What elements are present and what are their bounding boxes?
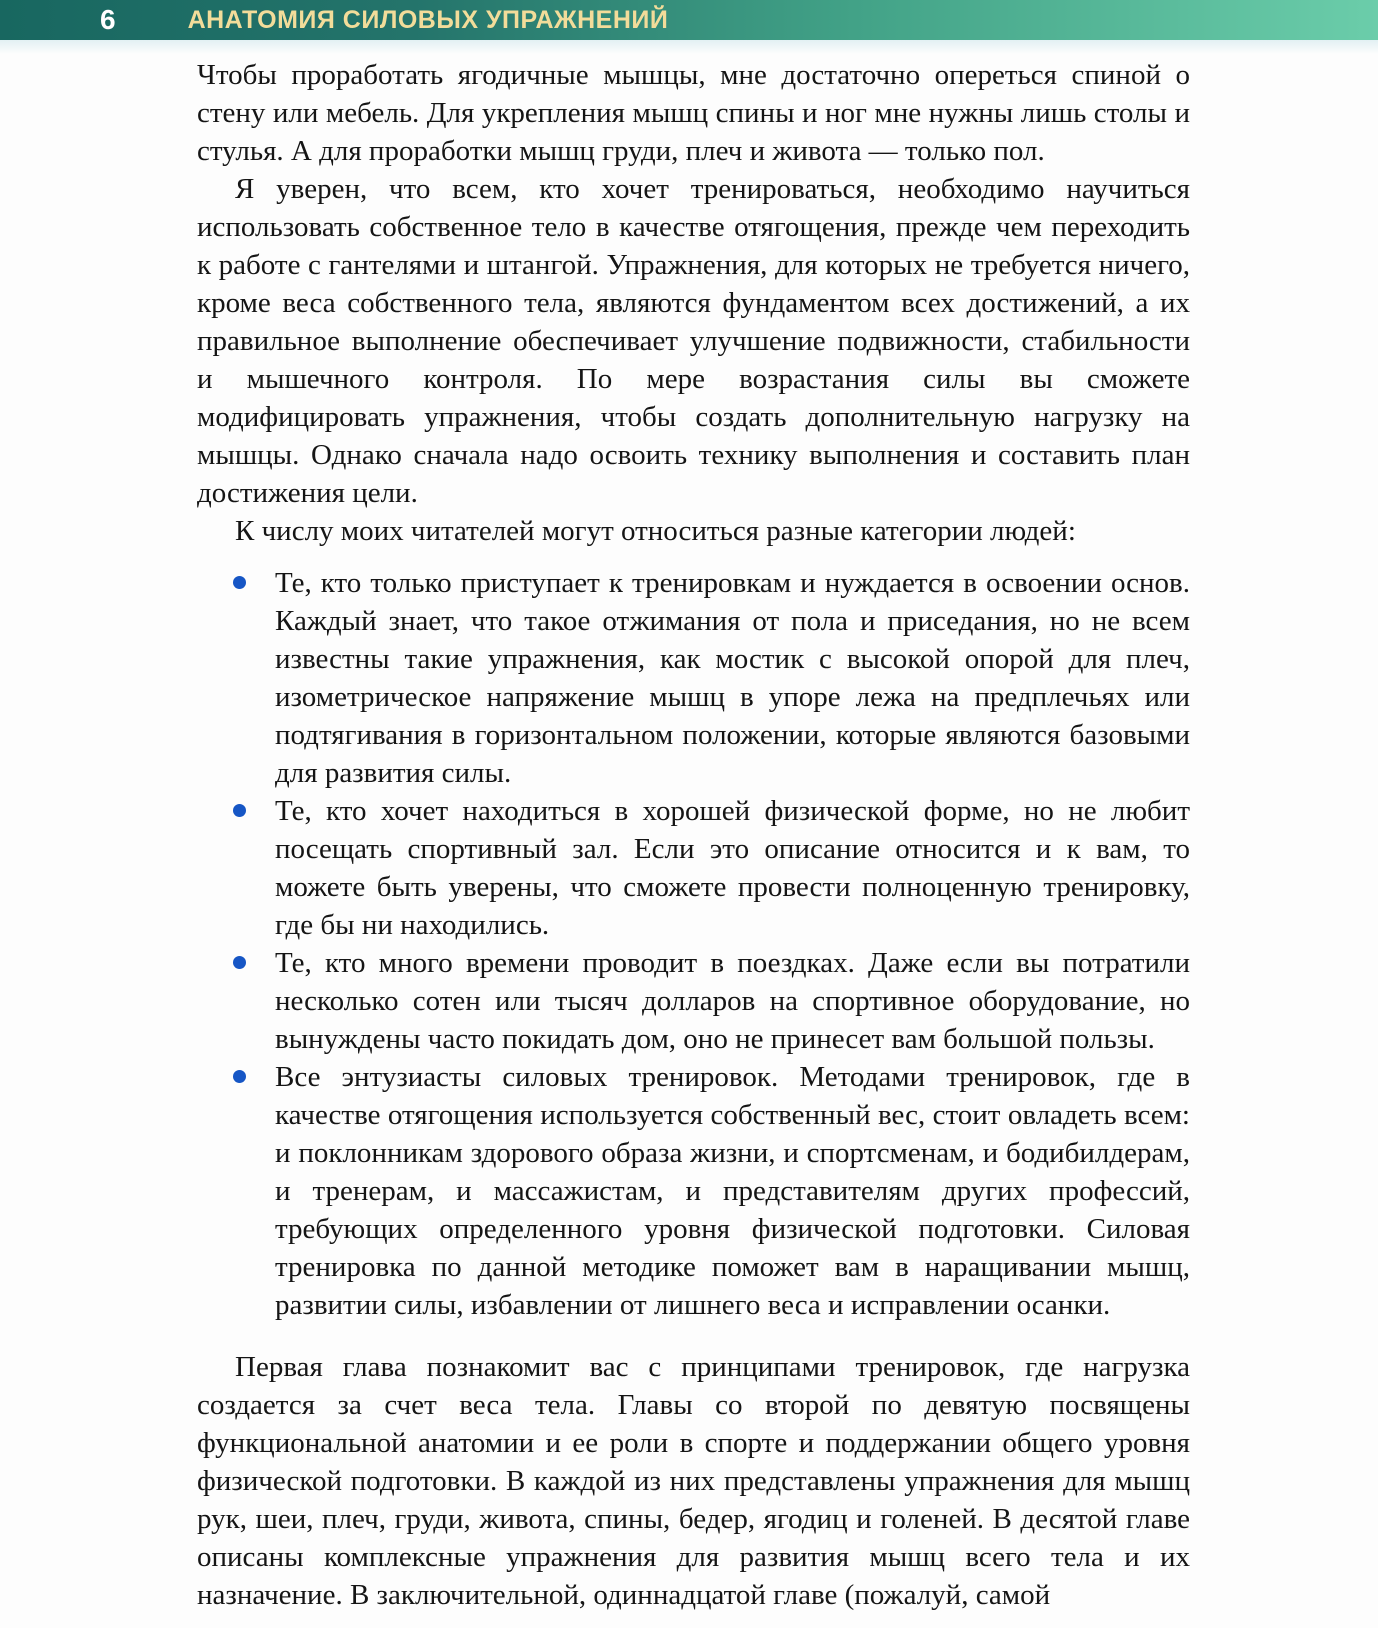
running-head-title: АНАТОМИЯ СИЛОВЫХ УПРАЖНЕНИЙ xyxy=(187,5,669,34)
page-number: 6 xyxy=(100,4,116,35)
paragraph: Чтобы проработать ягодичные мышцы, мне достаточно опереться спиной о стену или мебель. Для укрепления мышц спины и ног мне нужны лишь столы и стулья. А для проработки мышц груди, плеч и живота — только пол. xyxy=(197,59,1190,167)
list-item-text: Те, кто хочет находиться в хорошей физической форме, но не любит посещать спортивный зал. Если это описание относится и к вам, то можете быть уверены, что сможете провести полноценную тренировку, где бы ни находились. xyxy=(275,795,1190,941)
list-item xyxy=(197,564,1190,792)
header-fade-strip xyxy=(0,40,1378,54)
list-item-text: Те, кто много времени проводит в поездках. Даже если вы потратили несколько сотен или тысяч долларов на спортивное оборудование, но вынуждены часто покидать дом, оно не принесет вам большой пользы. xyxy=(275,947,1190,1055)
list-item-text: Те, кто только приступает к тренировкам и нуждается в освоении основ. Каждый знает, что такое отжимания от пола и приседания, но не всем известны такие упражнения, как мостик с высокой опорой для плеч, изометрическое напряжение мышц в упоре лежа на предплечьях или подтягивания в горизонтальном положении, которые являются базовыми для развития силы. xyxy=(275,567,1190,789)
bullet-icon xyxy=(233,804,246,817)
paragraph: Я уверен, что всем, кто хочет тренироваться, необходимо научиться использовать собственное тело в качестве отягощения, прежде чем переходить к работе с гантелями и штангой. Упражнения, для которых не требуется ничего, кроме веса собственного тела, являются фундаментом всех достижений, а их правильное выполнение обеспечивает улучшение подвижности, стабильности и мышечного контроля. По мере возрастания силы вы сможете модифицировать упражнения, чтобы создать дополнительную нагрузку на мышцы. Однако сначала надо освоить технику выполнения и составить план достижения цели. xyxy=(197,173,1190,509)
bullet-icon xyxy=(233,1070,246,1083)
paragraph-list-intro: К числу моих читателей могут относиться разные категории людей: xyxy=(235,515,1076,547)
paragraph-closing: Первая глава познакомит вас с принципами тренировок, где нагрузка создается за счет веса тела. Главы со второй по девятую посвящены функциональной анатомии и ее роли в спорте и поддержании общего уровня физической подготовки. В каждой из них представлены упражнения для мышц рук, шеи, плеч, груди, живота, спины, бедер, ягодиц и голеней. В десятой главе описаны комплексные упражнения для развития мышц всего тела и их назначение. В заключительной, одиннадцатой главе (пожалуй, самой xyxy=(197,1351,1190,1611)
bullet-icon xyxy=(233,956,246,969)
list-item-text: Все энтузиасты силовых тренировок. Методами тренировок, где в качестве отягощения используется собственный вес, стоит овладеть всем: и поклонникам здорового образа жизни, и спортсменам, и бодибилдерам, и тренерам, и массажистам, и представителям других профессий, требующих определенного уровня физической подготовки. Силовая тренировка по данной методике поможет вам в наращивании мышц, развитии силы, избавлении от лишнего веса и исправлении осанки. xyxy=(275,1061,1190,1321)
page-header-bar xyxy=(0,0,1378,40)
list-item xyxy=(197,944,1190,1058)
bullet-icon xyxy=(233,576,246,589)
list-item xyxy=(197,792,1190,944)
reader-categories-list xyxy=(197,564,1190,1324)
page-body xyxy=(0,54,1378,1614)
list-item xyxy=(197,1058,1190,1324)
